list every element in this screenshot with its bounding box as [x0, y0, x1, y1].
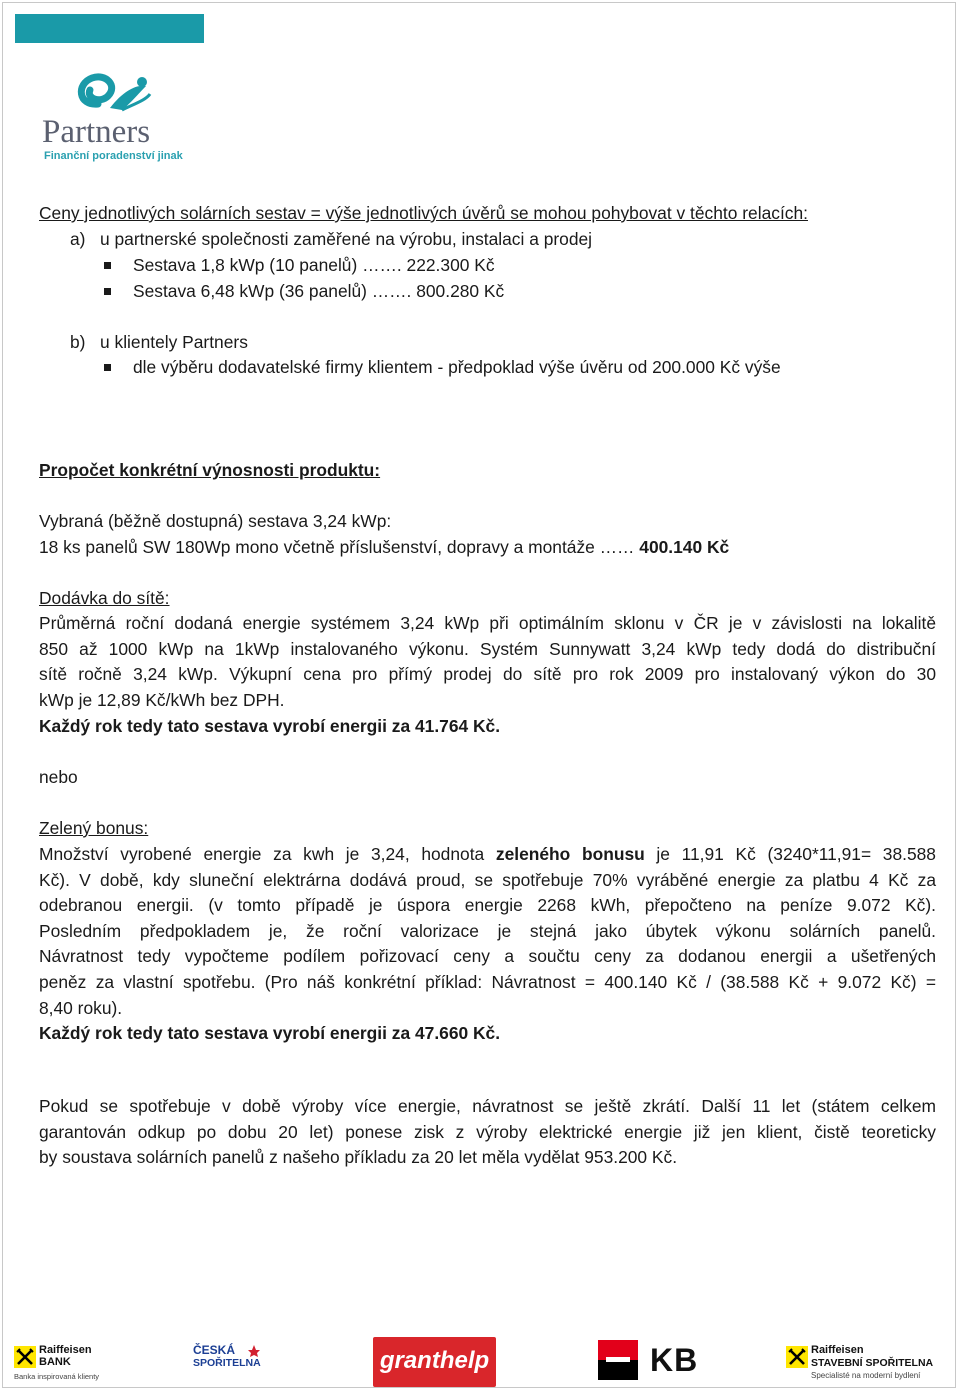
paragraph-line: by soustava solárních panelů z našeho příkladu za 20 let měla vydělat 953.200 Kč.	[39, 1147, 678, 1168]
delivery-heading: Dodávka do sítě:	[39, 588, 170, 608]
ceska-sporitelna-logo	[193, 1344, 265, 1378]
price-range-heading: Ceny jednotlivých solárních sestav = výše jednotlivých úvěrů se mohou pohybovat v těchto relacích:	[39, 203, 808, 223]
kb-name: KB	[650, 1342, 699, 1378]
delivery-summary: Každý rok tedy tato sestava vyrobí energii za 41.764 Kč.	[39, 716, 501, 736]
paragraph-line: Průměrná roční dodaná energie systémem 3,24 kWp při optimálním sklonu v ČR je v závislosti na lokalitě	[39, 613, 936, 633]
cs-flame-icon	[247, 1344, 261, 1358]
paragraph-line: Posledním předpokladem je, že roční valorizace je stejná jako úbytek výkonu solárních panelů.	[39, 920, 936, 941]
paragraph-line: kWp je 12,89 Kč/kWh bez DPH.	[39, 689, 285, 710]
kb-white-line	[606, 1357, 630, 1362]
delivery-paragraph	[39, 611, 936, 713]
list-marker-a: a)	[70, 229, 86, 249]
raiffeisen-ss-name: Raiffeisen	[811, 1344, 864, 1356]
granthelp-logo	[373, 1337, 496, 1387]
header-bar	[15, 14, 204, 43]
cs-line1: ČESKÁ	[193, 1343, 236, 1357]
partners-logo	[38, 64, 183, 164]
paragraph-line: odebranou energii. (v tomto případě je úspora energie 2268 kWh, přepočteno na peníze 9.072 Kč).	[39, 895, 936, 916]
paragraph-text: Množství vyrobené energie za kwh je 3,24, hodnota	[39, 844, 496, 864]
list-item: dle výběru dodavatelské firmy klientem - předpoklad výše úvěru od 200.000 Kč výše	[133, 357, 781, 377]
bullet-icon	[104, 364, 111, 371]
paragraph-line	[39, 842, 936, 868]
set-price: 400.140 Kč	[639, 537, 730, 557]
calc-heading: Propočet konkrétní výnosnosti produktu:	[39, 460, 381, 480]
bullet-icon	[104, 288, 111, 295]
clients-text: u klientely Partners	[100, 332, 248, 352]
list-item: Sestava 1,8 kWp (10 panelů) ……. 222.300 Kč	[133, 255, 495, 275]
kb-black-block	[598, 1360, 638, 1380]
paragraph-line: Kč). V době, kdy sluneční elektrárna dodává proud, se spotřebuje 70% vyráběné energie za platbu 4 Kč za	[39, 869, 936, 890]
green-bonus-heading: Zelený bonus:	[39, 818, 149, 838]
paragraph-line: sítě ročně 3,24 kWp. Výkupní cena pro přímý prodej do sítě pro rok 2009 pro instalovaný výkon do 30	[39, 664, 936, 685]
raiffeisen-ss-logo	[786, 1344, 954, 1386]
green-bonus-paragraph	[39, 842, 936, 1021]
raiffeisen-ss-tagline: Specialisté na moderní bydlení	[811, 1371, 921, 1380]
paragraph-line: garantován odkup po dobu 20 let) ponese zisk z výroby elektrické energie již jen klient, čistě teoreticky	[39, 1121, 936, 1142]
set-price-line	[39, 535, 729, 561]
list-item: Sestava 6,48 kWp (36 panelů) ……. 800.280 Kč	[133, 281, 505, 301]
closing-paragraph	[39, 1094, 936, 1171]
paragraph-line: Pokud se spotřebuje v době výroby více energie, návratnost se ještě zkrátí. Další 11 let (státem celkem	[39, 1096, 936, 1116]
raiffeisen-bank-tagline: Banka inspirovaná klienty	[14, 1372, 100, 1381]
raiffeisen-bank-name: Raiffeisen	[39, 1344, 92, 1356]
green-bonus-summary: Každý rok tedy tato sestava vyrobí energii za 47.660 Kč.	[39, 1023, 501, 1043]
paragraph-text: je 11,91 Kč (3240*11,91= 38.588	[644, 844, 936, 864]
granthelp-name: granthelp	[379, 1347, 490, 1374]
logo-wordmark: Partners	[42, 114, 151, 150]
raiffeisen-ss-sub: STAVEBNÍ SPOŘITELNA	[811, 1357, 934, 1369]
raiffeisen-cross-icon	[786, 1346, 808, 1368]
green-bonus-term: zeleného bonusu	[495, 844, 645, 864]
raiffeisen-bank-logo	[14, 1344, 119, 1384]
partner-company-text: u partnerské společnosti zaměřené na výrobu, instalaci a prodej	[100, 229, 593, 249]
raiffeisen-cross-icon	[14, 1346, 36, 1368]
or-text: nebo	[39, 767, 78, 787]
paragraph-line: 850 až 1000 kWp na 1kWp instalovaného výkonu. Systém Sunnywatt 3,24 kWp tedy dodá do distribuční	[39, 638, 936, 659]
list-marker-b: b)	[70, 332, 86, 352]
set-description: 18 ks panelů SW 180Wp mono včetně příslušenství, dopravy a montáže ……	[39, 537, 640, 557]
raiffeisen-bank-sub: BANK	[39, 1356, 71, 1368]
paragraph-line: Návratnost tedy vypočteme podílem pořizovací ceny a součtu ceny za dodanou energii a ušetřených	[39, 946, 936, 967]
kb-logo	[598, 1340, 716, 1382]
selected-set-text: Vybraná (běžně dostupná) sestava 3,24 kWp:	[39, 511, 392, 531]
paragraph-line: 8,40 roku).	[39, 997, 123, 1018]
logo-tagline: Finanční poradenství jinak	[44, 150, 183, 162]
bullet-icon	[104, 262, 111, 269]
paragraph-line: peněz za vlastní spotřebu. (Pro náš konkrétní příklad: Návratnost = 400.140 Kč / (38.588 Kč + 9.072 Kč) =	[39, 971, 936, 992]
cs-line2: SPOŘITELNA	[193, 1357, 261, 1369]
